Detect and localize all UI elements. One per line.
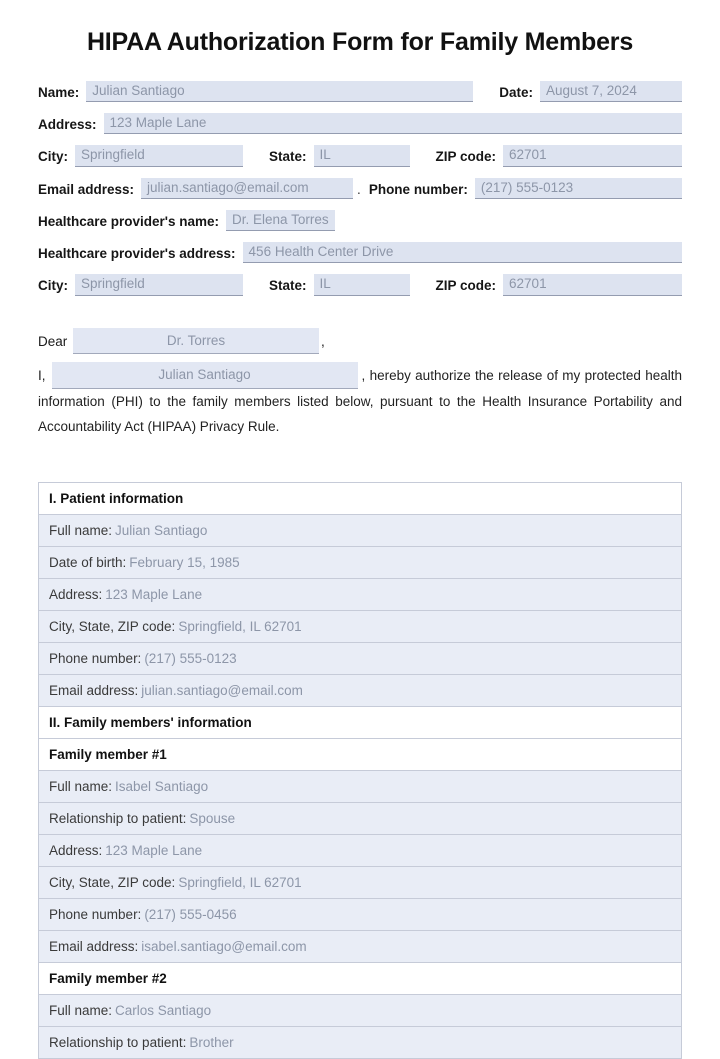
table-field-value[interactable]: (217) 555-0123	[144, 651, 237, 667]
table-field-label: Email address:	[49, 683, 139, 699]
table-field-row	[39, 771, 682, 803]
table-field-value[interactable]: (217) 555-0456	[144, 907, 237, 923]
field-row-address	[38, 113, 682, 134]
table-field-label: Phone number:	[49, 907, 142, 923]
date-label: Date:	[499, 85, 533, 100]
table-field-cell	[39, 675, 682, 707]
table-header-cell: II. Family members' information	[39, 707, 682, 739]
table-field-cell	[39, 515, 682, 547]
table-field-cell	[39, 1027, 682, 1059]
table-field-row	[39, 515, 682, 547]
body-prefix: I,	[38, 368, 46, 384]
email-field[interactable]: julian.santiago@email.com	[141, 178, 353, 199]
table-field-value[interactable]: Carlos Santiago	[115, 1003, 212, 1019]
phone-label: Phone number:	[368, 181, 468, 197]
table-field-value[interactable]: Spouse	[189, 811, 236, 827]
zip-label: ZIP code:	[435, 149, 497, 165]
table-field-cell	[39, 899, 682, 931]
salutation-comma: ,	[321, 333, 325, 349]
phone-field[interactable]: (217) 555-0123	[475, 178, 682, 199]
field-row-email-phone	[38, 178, 682, 199]
field-row-provider-address	[38, 242, 682, 263]
table-field-label: Full name:	[49, 779, 113, 795]
table-field-cell	[39, 835, 682, 867]
table-field-row	[39, 803, 682, 835]
table-field-cell	[39, 771, 682, 803]
table-section-header-row	[39, 707, 682, 739]
table-field-row	[39, 547, 682, 579]
provider-address-label: Healthcare provider's address:	[38, 246, 236, 262]
state-field[interactable]: IL	[314, 145, 410, 166]
provider-address-field[interactable]: 456 Health Center Drive	[243, 242, 682, 263]
table-field-label: Relationship to patient:	[49, 1035, 187, 1051]
zip-field[interactable]: 62701	[503, 145, 682, 166]
authorization-paragraph	[38, 362, 682, 440]
table-field-value[interactable]: Isabel Santiago	[115, 779, 209, 795]
address-label: Address:	[38, 117, 97, 133]
field-row-city-state-zip-1	[38, 145, 682, 166]
name-label: Name:	[38, 85, 80, 100]
provider-zip-label: ZIP code:	[435, 278, 497, 294]
table-field-row	[39, 835, 682, 867]
authorization-letter	[38, 328, 682, 441]
salutation-line	[38, 328, 682, 355]
table-field-label: City, State, ZIP code:	[49, 875, 176, 891]
table-field-cell	[39, 931, 682, 963]
table-field-row	[39, 611, 682, 643]
declarant-field[interactable]: Julian Santiago	[52, 362, 358, 389]
table-field-value[interactable]: julian.santiago@email.com	[141, 683, 303, 699]
email-label: Email address:	[38, 181, 135, 197]
table-field-label: Phone number:	[49, 651, 142, 667]
table-field-value[interactable]: February 15, 1985	[129, 555, 240, 571]
recipient-field[interactable]: Dr. Torres	[73, 328, 319, 355]
table-field-row	[39, 899, 682, 931]
provider-name-label: Healthcare provider's name:	[38, 213, 220, 229]
table-field-cell	[39, 611, 682, 643]
table-field-value[interactable]: 123 Maple Lane	[105, 843, 203, 859]
table-field-label: Relationship to patient:	[49, 811, 187, 827]
table-field-cell	[39, 579, 682, 611]
table-field-value[interactable]: 123 Maple Lane	[105, 587, 203, 603]
table-field-label: Email address:	[49, 939, 139, 955]
form-table-body	[39, 483, 682, 1059]
table-field-row	[39, 931, 682, 963]
state-label: State:	[269, 149, 307, 165]
provider-city-label: City:	[38, 278, 68, 294]
table-field-value[interactable]: Springfield, IL 62701	[178, 875, 302, 891]
city-label: City:	[38, 149, 68, 165]
city-field[interactable]: Springfield	[75, 145, 243, 166]
table-member-header-row	[39, 739, 682, 771]
table-field-value[interactable]: Springfield, IL 62701	[178, 619, 302, 635]
provider-city-field[interactable]: Springfield	[75, 274, 243, 295]
table-field-cell	[39, 867, 682, 899]
table-field-cell	[39, 803, 682, 835]
table-field-label: City, State, ZIP code:	[49, 619, 176, 635]
field-row-name-date	[38, 81, 682, 102]
table-field-row	[39, 1027, 682, 1059]
dear-label: Dear	[38, 333, 68, 349]
field-row-city-state-zip-2	[38, 274, 682, 295]
provider-state-label: State:	[269, 278, 307, 294]
body-text: , hereby authorize the release of my protected health information (PHI) to the family members listed below, pursuant to the Health Insurance Portability and Accountability Act (HIPAA) Privacy Rule.	[38, 368, 682, 435]
form-table	[38, 482, 682, 1059]
name-field[interactable]: Julian Santiago	[86, 81, 473, 102]
provider-state-field[interactable]: IL	[314, 274, 410, 295]
field-row-provider-name	[38, 210, 682, 231]
table-field-value[interactable]: Brother	[189, 1035, 234, 1051]
table-field-cell	[39, 547, 682, 579]
table-field-label: Date of birth:	[49, 555, 127, 571]
form-title: HIPAA Authorization Form for Family Members	[86, 28, 634, 56]
table-field-cell	[39, 643, 682, 675]
provider-zip-field[interactable]: 62701	[503, 274, 682, 295]
date-field[interactable]: August 7, 2024	[540, 81, 682, 102]
table-section-header-row	[39, 483, 682, 515]
table-field-row	[39, 643, 682, 675]
email-phone-separator: .	[357, 181, 361, 197]
table-member-header-row	[39, 963, 682, 995]
table-field-row	[39, 995, 682, 1027]
table-field-label: Address:	[49, 587, 103, 603]
table-field-cell	[39, 995, 682, 1027]
table-header-cell: I. Patient information	[39, 483, 682, 515]
table-field-value[interactable]: isabel.santiago@email.com	[141, 939, 307, 955]
table-field-label: Full name:	[49, 523, 113, 539]
table-field-row	[39, 867, 682, 899]
table-field-label: Address:	[49, 843, 103, 859]
table-field-row	[39, 579, 682, 611]
table-header-cell: Family member #1	[39, 739, 682, 771]
table-header-cell: Family member #2	[39, 963, 682, 995]
table-field-label: Full name:	[49, 1003, 113, 1019]
address-field[interactable]: 123 Maple Lane	[104, 113, 682, 134]
table-field-row	[39, 675, 682, 707]
table-field-value[interactable]: Julian Santiago	[115, 523, 208, 539]
provider-name-field[interactable]: Dr. Elena Torres	[226, 210, 335, 231]
